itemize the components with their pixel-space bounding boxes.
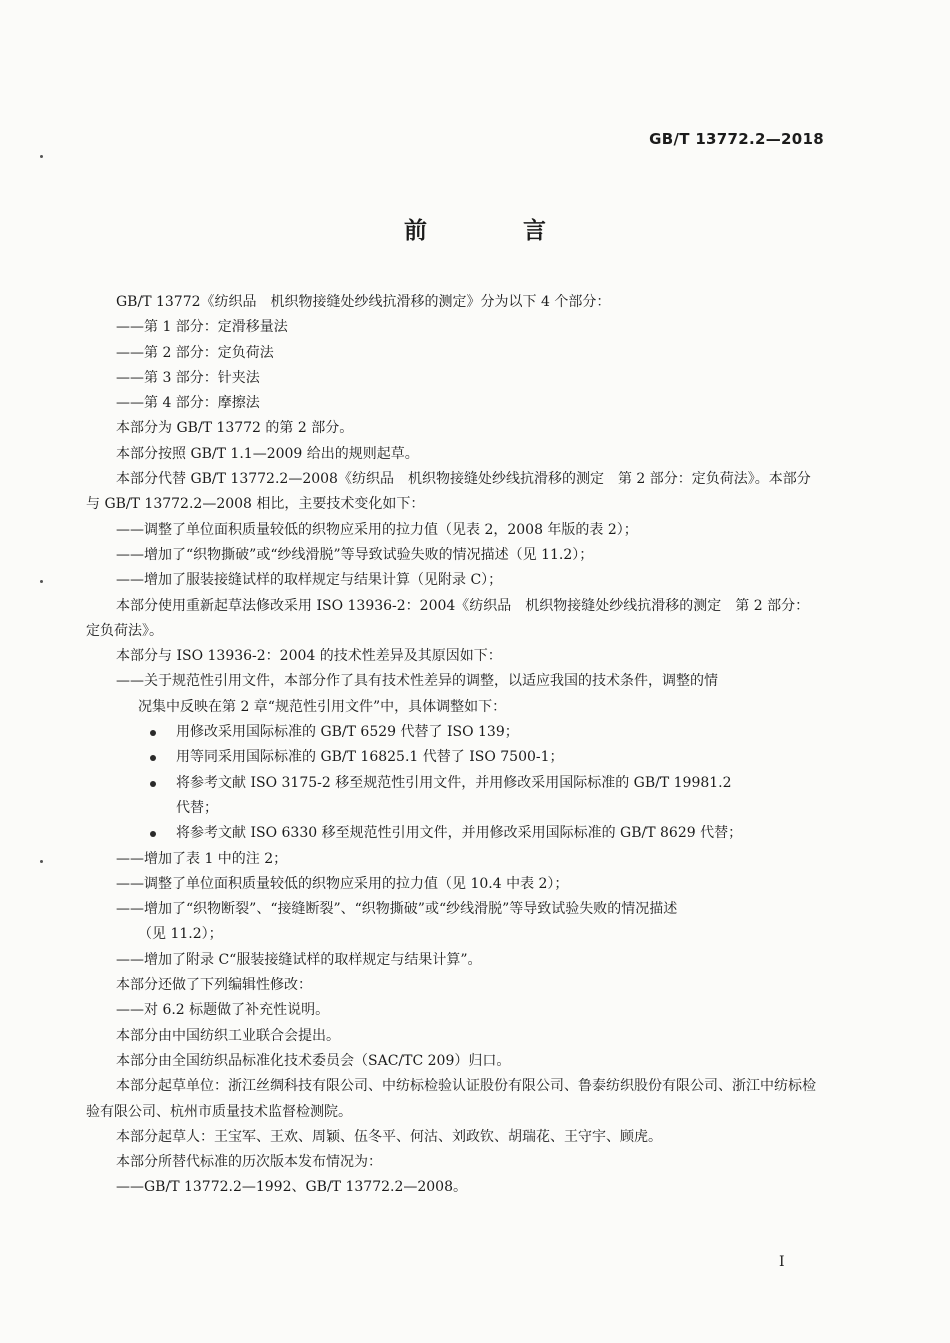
paragraph: 本部分所替代标准的历次版本发布情况为：	[116, 1154, 382, 1171]
list-item: ——第 1 部分：定滑移量法	[116, 319, 288, 336]
paragraph: GB/T 13772《纺织品 机织物接缝处纱线抗滑移的测定》分为以下 4 个部分：	[116, 294, 611, 310]
list-item: ——关于规范性引用文件，本部分作了具有技术性差异的调整，以适应我国的技术条件，调整的情	[116, 673, 718, 690]
list-item: ——调整了单位面积质量较低的织物应采用的拉力值（见 10.4 中表 2）；	[116, 875, 569, 892]
list-item-continuation: 况集中反映在第 2 章“规范性引用文件”中，具体调整如下：	[138, 698, 507, 715]
bullet-item	[86, 720, 822, 745]
scan-speck	[40, 860, 43, 863]
list-item: ——增加了表 1 中的注 2；	[116, 850, 288, 867]
bullet-continuation	[86, 796, 822, 821]
paragraph: 本部分由全国纺织品标准化技术委员会（SAC/TC 209）归口。	[116, 1052, 511, 1069]
list-item: ——增加了服装接缝试样的取样规定与结果计算（见附录 C）；	[116, 572, 503, 589]
list-item-continuation: （见 11.2）；	[138, 926, 223, 943]
paragraph: 本部分起草人：王宝军、王欢、周颖、伍冬平、何沽、刘政钦、胡瑞花、王守宇、顾虎。	[116, 1128, 662, 1145]
bullet-text: 用等同采用国际标准的 GB/T 16825.1 代替了 ISO 7500-1；	[176, 749, 564, 766]
foreword-body	[86, 290, 822, 1201]
paragraph: 本部分起草单位：浙江丝绸科技有限公司、中纺标检验认证股份有限公司、鲁泰纺织股份有限公司、浙江中纺标检验有限公司、杭州市质量技术监督检测院。	[86, 1078, 816, 1120]
bullet-icon	[150, 755, 156, 761]
list-item: ——增加了“织物断裂”、“接缝断裂”、“织物撕破”或“纱线滑脱”等导致试验失败的情况描述	[116, 901, 678, 918]
list-item: ——对 6.2 标题做了补充性说明。	[116, 1002, 330, 1019]
page-number: I	[779, 1254, 785, 1270]
bullet-text: 将参考文献 ISO 3175-2 移至规范性引用文件，并用修改采用国际标准的 GB/T 19981.2	[176, 774, 732, 791]
list-item: ——第 2 部分：定负荷法	[116, 344, 274, 361]
list-item: ——第 3 部分：针夹法	[116, 369, 260, 386]
bullet-text: 将参考文献 ISO 6330 移至规范性引用文件，并用修改采用国际标准的 GB/T 8629 代替；	[176, 825, 743, 842]
list-item: ——调整了单位面积质量较低的织物应采用的拉力值（见表 2，2008 年版的表 2）；	[116, 521, 638, 538]
standard-code: GB/T 13772.2—2018	[649, 130, 824, 148]
list-item: ——增加了“织物撕破”或“纱线滑脱”等导致试验失败的情况描述（见 11.2）；	[116, 546, 594, 563]
bullet-item	[86, 821, 822, 846]
bullet-item	[86, 771, 822, 796]
list-item: ——GB/T 13772.2—1992、GB/T 13772.2—2008。	[116, 1179, 467, 1196]
list-item: ——增加了附录 C“服装接缝试样的取样规定与结果计算”。	[116, 951, 482, 968]
paragraph: 本部分代替 GB/T 13772.2—2008《纺织品 机织物接缝处纱线抗滑移的测定 第 2 部分：定负荷法》。本部分与 GB/T 13772.2—2008 相比，主要技术变化如下：	[86, 471, 811, 513]
list-item: ——第 4 部分：摩擦法	[116, 395, 260, 412]
bullet-icon	[150, 831, 156, 837]
bullet-text: 用修改采用国际标准的 GB/T 6529 代替了 ISO 139；	[176, 724, 519, 741]
paragraph: 本部分按照 GB/T 1.1—2009 给出的规则起草。	[116, 445, 419, 462]
paragraph: 本部分还做了下列编辑性修改：	[116, 977, 312, 994]
bullet-item	[86, 745, 822, 770]
paragraph: 本部分由中国纺织工业联合会提出。	[116, 1027, 340, 1044]
page-title: 前 言	[403, 218, 590, 244]
bullet-icon	[150, 781, 156, 787]
bullet-icon	[150, 730, 156, 736]
scan-speck	[40, 155, 43, 158]
paragraph: 本部分为 GB/T 13772 的第 2 部分。	[116, 420, 354, 437]
scan-speck	[40, 580, 43, 583]
paragraph: 本部分使用重新起草法修改采用 ISO 13936-2：2004《纺织品 机织物接缝处纱线抗滑移的测定 第 2 部分：定负荷法》。	[86, 597, 810, 639]
paragraph: 本部分与 ISO 13936-2：2004 的技术性差异及其原因如下：	[116, 648, 502, 665]
bullet-text: 代替；	[176, 799, 218, 816]
